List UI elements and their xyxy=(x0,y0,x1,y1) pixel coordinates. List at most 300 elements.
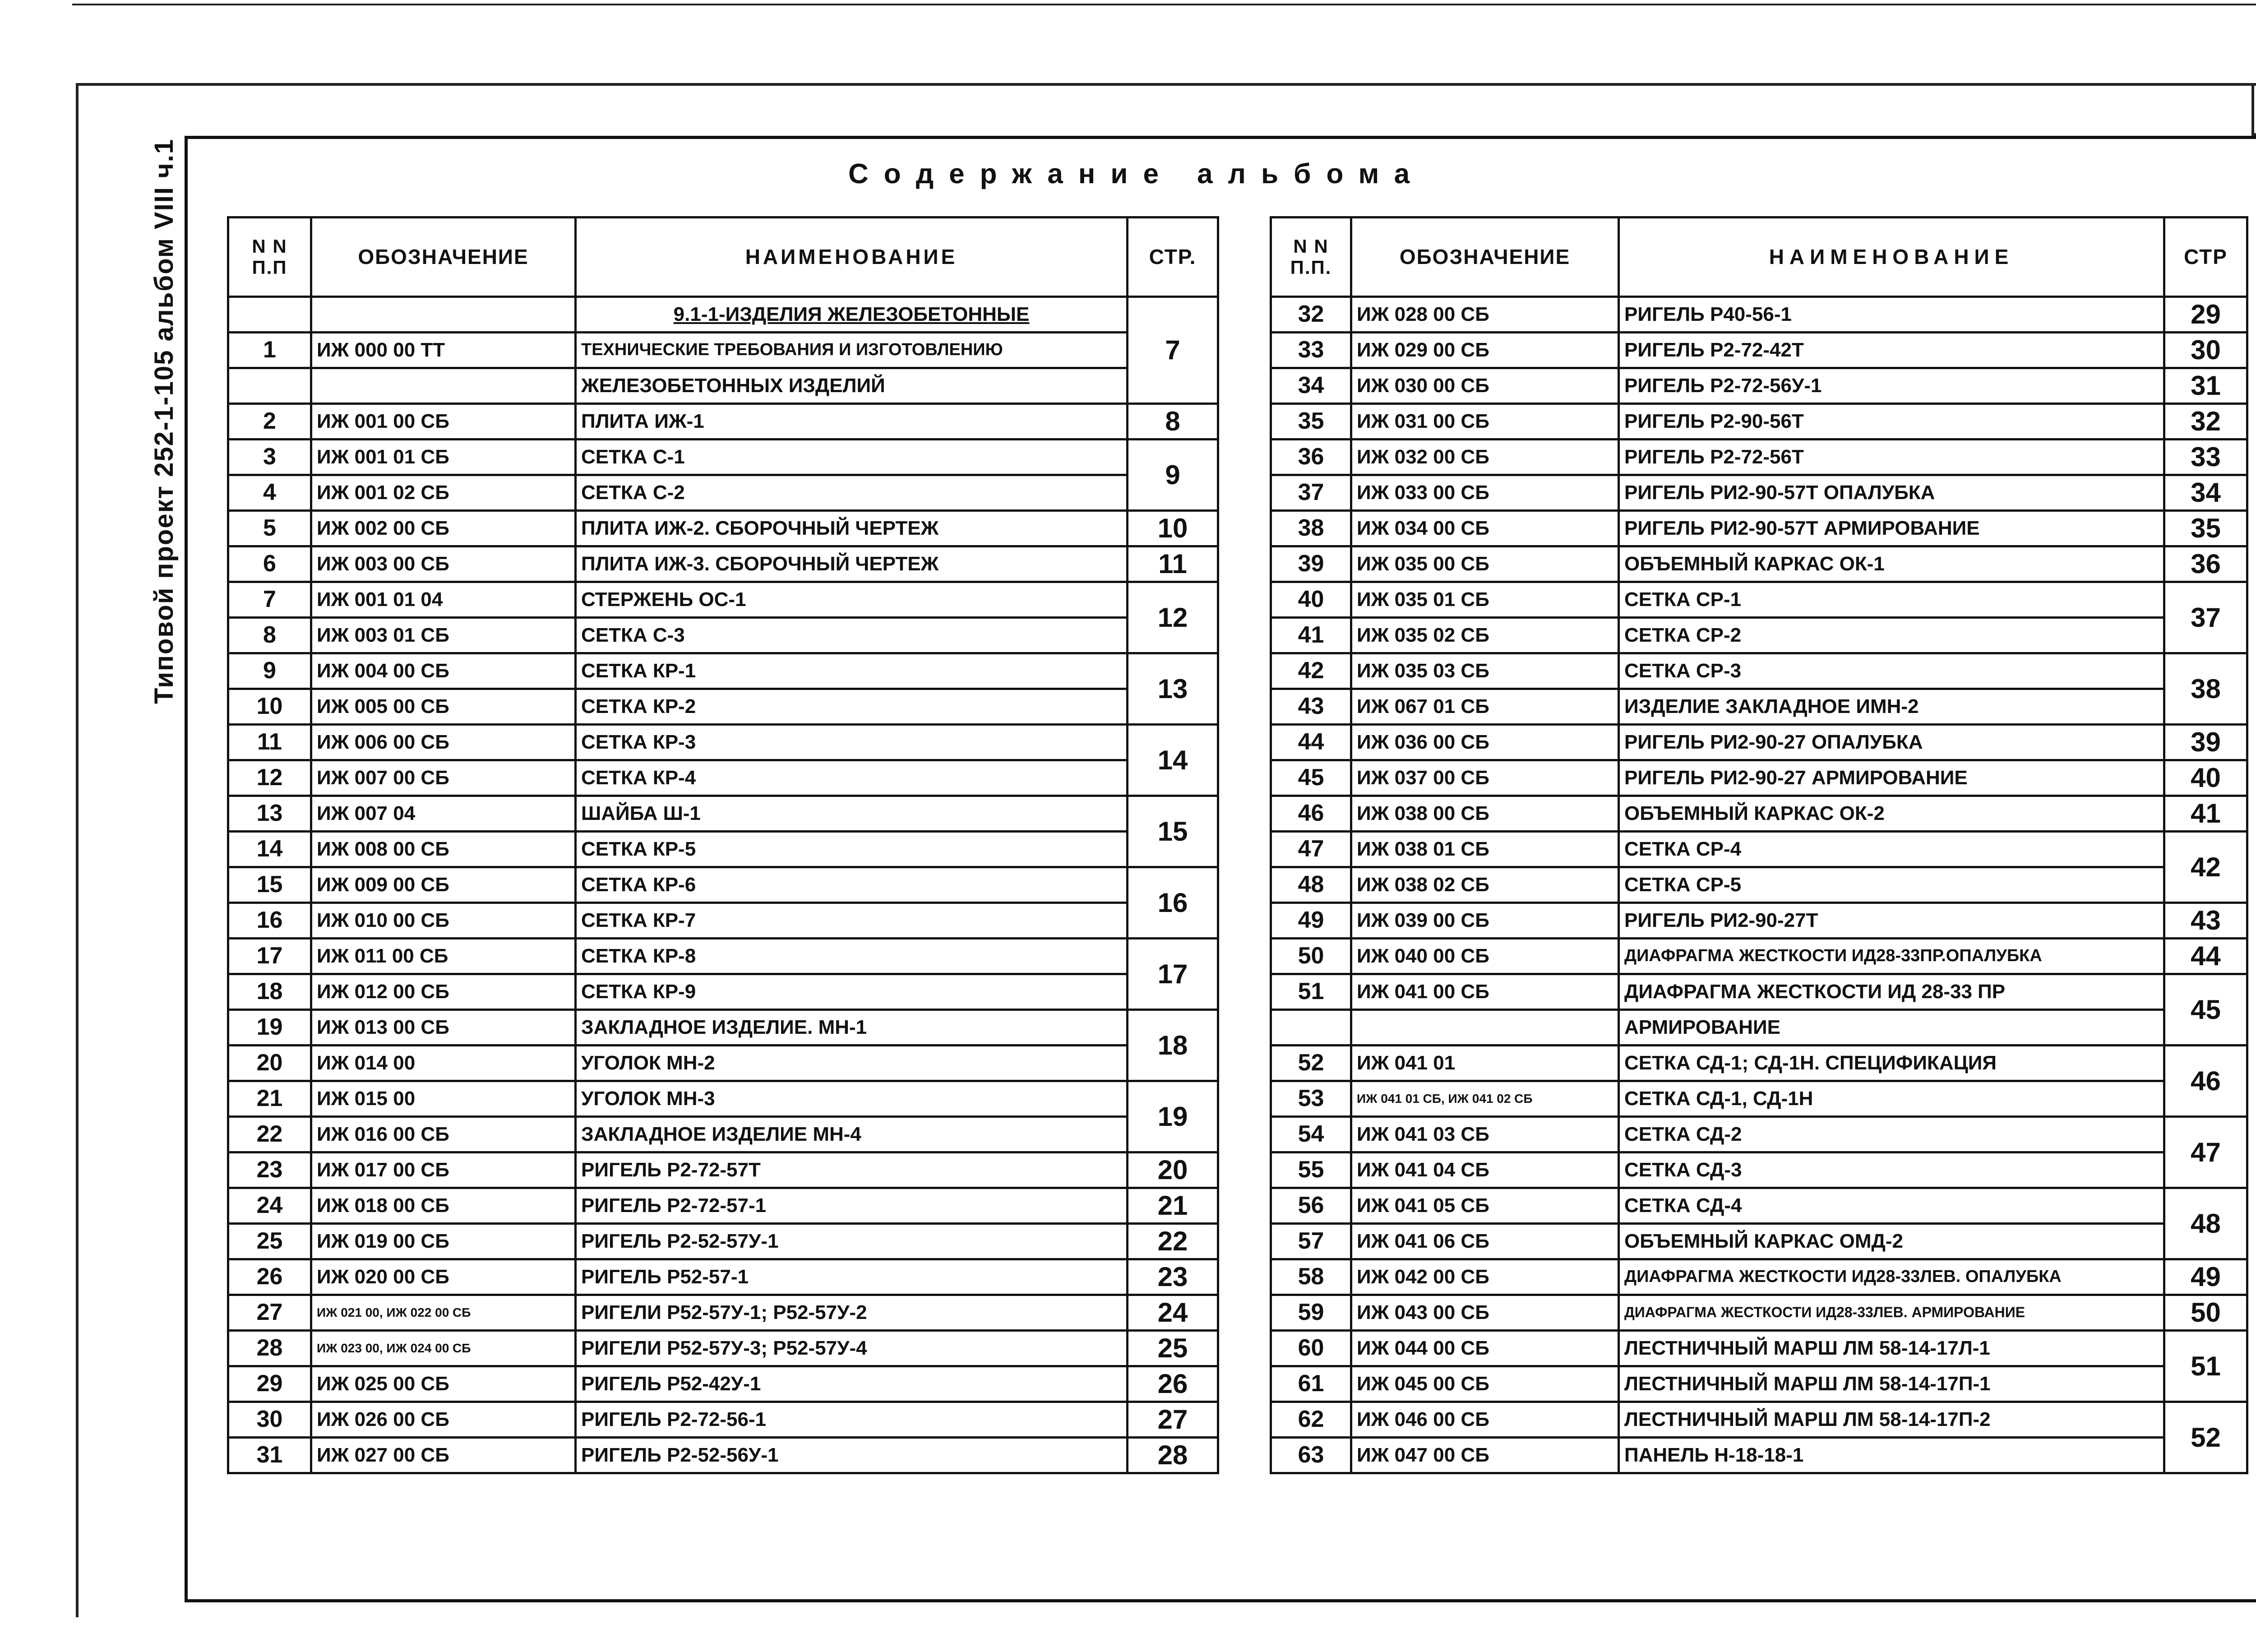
page-number-cell: 39 xyxy=(2164,725,2247,760)
row-number: 41 xyxy=(1271,618,1351,653)
page-number-cell: 15 xyxy=(1128,796,1218,867)
table-row xyxy=(1271,653,2247,689)
page-number-cell: 32 xyxy=(2164,404,2247,440)
row-number xyxy=(1271,1010,1351,1046)
item-name: РИГЕЛЬ Р2-72-56У-1 xyxy=(1619,368,2164,404)
row-number: 37 xyxy=(1271,475,1351,511)
item-name: СЕТКА КР-2 xyxy=(576,689,1128,725)
table-row xyxy=(1271,1259,2247,1295)
item-name: ОБЪЕМНЫЙ КАРКАС ОК-1 xyxy=(1619,546,2164,582)
designation: ИЖ 014 00 xyxy=(311,1046,576,1081)
table-row xyxy=(1271,582,2247,618)
page-number-cell: 40 xyxy=(2164,760,2247,796)
table-row xyxy=(228,974,1218,1010)
table-row xyxy=(228,1331,1218,1366)
table-row xyxy=(1271,867,2247,903)
page-number-cell: 8 xyxy=(1128,404,1218,440)
designation: ИЖ 044 00 СБ xyxy=(1351,1331,1619,1366)
item-name: ИЗДЕЛИЕ ЗАКЛАДНОЕ ИМН-2 xyxy=(1619,689,2164,725)
page-number-cell: 18 xyxy=(1128,1010,1218,1081)
designation: ИЖ 041 05 СБ xyxy=(1351,1188,1619,1224)
designation: ИЖ 003 01 СБ xyxy=(311,618,576,653)
row-number: 56 xyxy=(1271,1188,1351,1224)
item-name: ПАНЕЛЬ Н-18-18-1 xyxy=(1619,1438,2164,1473)
top-edge-line xyxy=(72,4,2256,5)
row-number: 28 xyxy=(228,1331,311,1366)
row-number: 8 xyxy=(228,618,311,653)
row-number: 34 xyxy=(1271,368,1351,404)
designation: ИЖ 038 00 СБ xyxy=(1351,796,1619,832)
page-number-cell: 10 xyxy=(1128,511,1218,546)
designation: ИЖ 015 00 xyxy=(311,1081,576,1117)
table-row xyxy=(1271,903,2247,939)
row-number: 9 xyxy=(228,653,311,689)
row-number: 14 xyxy=(228,832,311,867)
row-number: 40 xyxy=(1271,582,1351,618)
item-name: ЗАКЛАДНОЕ ИЗДЕЛИЕ МН-4 xyxy=(576,1117,1128,1152)
page-number-cell: 38 xyxy=(2164,653,2247,725)
table-row xyxy=(228,440,1218,475)
row-number: 3 xyxy=(228,440,311,475)
table-row xyxy=(228,689,1218,725)
row-number: 53 xyxy=(1271,1081,1351,1117)
designation: ИЖ 032 00 СБ xyxy=(1351,440,1619,475)
row-number: 22 xyxy=(228,1117,311,1152)
table-row xyxy=(228,1402,1218,1438)
table-row xyxy=(228,475,1218,511)
page-number-cell: 42 xyxy=(2164,832,2247,903)
item-name: ШАЙБА Ш-1 xyxy=(576,796,1128,832)
row-number: 50 xyxy=(1271,939,1351,974)
table-row xyxy=(228,1046,1218,1081)
table-row xyxy=(1271,1402,2247,1438)
page-number-cell: 48 xyxy=(2164,1188,2247,1259)
page-number-cell: 26 xyxy=(1128,1366,1218,1402)
designation: ИЖ 018 00 СБ xyxy=(311,1188,576,1224)
designation: ИЖ 030 00 СБ xyxy=(1351,368,1619,404)
row-number: 17 xyxy=(228,939,311,974)
page-number-cell: 16 xyxy=(1128,867,1218,939)
designation: ИЖ 035 03 СБ xyxy=(1351,653,1619,689)
table-row xyxy=(228,760,1218,796)
designation xyxy=(1351,1010,1619,1046)
designation: ИЖ 016 00 СБ xyxy=(311,1117,576,1152)
table-row xyxy=(1271,1152,2247,1188)
page-number-cell: 20 xyxy=(1128,1152,1218,1188)
item-name: РИГЕЛЬ РИ2-90-27Т xyxy=(1619,903,2164,939)
item-name: РИГЕЛЬ Р2-52-56У-1 xyxy=(576,1438,1128,1473)
designation: ИЖ 034 00 СБ xyxy=(1351,511,1619,546)
item-name: ОБЪЕМНЫЙ КАРКАС ОК-2 xyxy=(1619,796,2164,832)
table-row xyxy=(1271,1010,2247,1046)
row-number: 36 xyxy=(1271,440,1351,475)
header-page: СТР. xyxy=(1128,217,1218,297)
item-name: РИГЕЛЬ Р2-72-42Т xyxy=(1619,333,2164,368)
page-number xyxy=(2251,83,2256,136)
row-number: 39 xyxy=(1271,546,1351,582)
designation xyxy=(311,368,576,404)
item-name: ЛЕСТНИЧНЫЙ МАРШ ЛМ 58-14-17П-1 xyxy=(1619,1366,2164,1402)
table-row xyxy=(228,582,1218,618)
page-number-cell: 47 xyxy=(2164,1117,2247,1188)
row-number: 49 xyxy=(1271,903,1351,939)
table-row xyxy=(1271,1331,2247,1366)
row-number: 12 xyxy=(228,760,311,796)
row-number: 47 xyxy=(1271,832,1351,867)
designation: ИЖ 013 00 СБ xyxy=(311,1010,576,1046)
header-code: ОБОЗНАЧЕНИЕ xyxy=(1351,217,1619,297)
table-row xyxy=(1271,546,2247,582)
item-name: СЕТКА КР-1 xyxy=(576,653,1128,689)
item-name: РИГЕЛЬ РИ2-90-27 АРМИРОВАНИЕ xyxy=(1619,760,2164,796)
designation: ИЖ 023 00, ИЖ 024 00 СБ xyxy=(311,1331,576,1366)
page-number-cell: 44 xyxy=(2164,939,2247,974)
table-row xyxy=(1271,1046,2247,1081)
designation: ИЖ 045 00 СБ xyxy=(1351,1366,1619,1402)
item-name: СЕТКА СР-5 xyxy=(1619,867,2164,903)
designation: ИЖ 027 00 СБ xyxy=(311,1438,576,1473)
page-number-cell: 19 xyxy=(1128,1081,1218,1152)
row-number: 33 xyxy=(1271,333,1351,368)
page-number-cell: 50 xyxy=(2164,1295,2247,1331)
document-title: Содержание альбома xyxy=(848,158,1425,190)
item-name: РИГЕЛЬ Р40-56-1 xyxy=(1619,297,2164,333)
row-number: 20 xyxy=(228,1046,311,1081)
item-name: СЕТКА КР-4 xyxy=(576,760,1128,796)
item-name: РИГЕЛИ Р52-57У-3; Р52-57У-4 xyxy=(576,1331,1128,1366)
table-row xyxy=(228,832,1218,867)
designation: ИЖ 037 00 СБ xyxy=(1351,760,1619,796)
item-name: СЕТКА КР-9 xyxy=(576,974,1128,1010)
item-name: ЗАКЛАДНОЕ ИЗДЕЛИЕ. МН-1 xyxy=(576,1010,1128,1046)
item-name: РИГЕЛЬ Р52-42У-1 xyxy=(576,1366,1128,1402)
item-name: СЕТКА С-1 xyxy=(576,440,1128,475)
table-row xyxy=(228,1259,1218,1295)
item-name: УГОЛОК МН-2 xyxy=(576,1046,1128,1081)
item-name: РИГЕЛЬ Р52-57-1 xyxy=(576,1259,1128,1295)
table-row xyxy=(228,725,1218,760)
table-row xyxy=(1271,1438,2247,1473)
row-number: 19 xyxy=(228,1010,311,1046)
table-row xyxy=(1271,1295,2247,1331)
row-number: 1 xyxy=(228,333,311,368)
row-number: 27 xyxy=(228,1295,311,1331)
table-row xyxy=(1271,297,2247,333)
table-row xyxy=(1271,368,2247,404)
row-number: 5 xyxy=(228,511,311,546)
item-name: СЕТКА СР-2 xyxy=(1619,618,2164,653)
designation: ИЖ 031 00 СБ xyxy=(1351,404,1619,440)
item-name: ПЛИТА ИЖ-3. СБОРОЧНЫЙ ЧЕРТЕЖ xyxy=(576,546,1128,582)
row-number: 61 xyxy=(1271,1366,1351,1402)
item-name: РИГЕЛЬ РИ2-90-57Т АРМИРОВАНИЕ xyxy=(1619,511,2164,546)
empty-cell xyxy=(311,297,576,333)
page-number-cell: 22 xyxy=(1128,1224,1218,1259)
page-number-cell: 34 xyxy=(2164,475,2247,511)
designation: ИЖ 001 01 СБ xyxy=(311,440,576,475)
page-number-cell: 9 xyxy=(1128,440,1218,511)
table-row xyxy=(1271,689,2247,725)
item-name: СЕТКА СД-4 xyxy=(1619,1188,2164,1224)
table-row xyxy=(228,404,1218,440)
table-row xyxy=(228,333,1218,368)
page-number-cell: 29 xyxy=(2164,297,2247,333)
designation: ИЖ 010 00 СБ xyxy=(311,903,576,939)
item-name: СЕТКА С-2 xyxy=(576,475,1128,511)
item-name: ТЕХНИЧЕСКИЕ ТРЕБОВАНИЯ И ИЗГОТОВЛЕНИЮ xyxy=(576,333,1128,368)
row-number: 18 xyxy=(228,974,311,1010)
table-row xyxy=(1271,440,2247,475)
page-number-cell: 36 xyxy=(2164,546,2247,582)
table-row xyxy=(228,1366,1218,1402)
item-name: РИГЕЛЬ Р2-72-56-1 xyxy=(576,1402,1128,1438)
item-name: ПЛИТА ИЖ-1 xyxy=(576,404,1128,440)
item-name: СЕТКА СР-3 xyxy=(1619,653,2164,689)
page-number-cell: 21 xyxy=(1128,1188,1218,1224)
page-number-cell: 46 xyxy=(2164,1046,2247,1117)
item-name: ДИАФРАГМА ЖЕСТКОСТИ ИД28-33ЛЕВ. ОПАЛУБКА xyxy=(1619,1259,2164,1295)
table-row xyxy=(1271,333,2247,368)
table-row xyxy=(228,1438,1218,1473)
designation: ИЖ 035 01 СБ xyxy=(1351,582,1619,618)
row-number: 52 xyxy=(1271,1046,1351,1081)
page-number-cell: 35 xyxy=(2164,511,2247,546)
designation: ИЖ 041 03 СБ xyxy=(1351,1117,1619,1152)
item-name: СЕТКА СД-3 xyxy=(1619,1152,2164,1188)
designation: ИЖ 036 00 СБ xyxy=(1351,725,1619,760)
item-name: УГОЛОК МН-3 xyxy=(576,1081,1128,1117)
header-page: СТР xyxy=(2164,217,2247,297)
table-row xyxy=(1271,1366,2247,1402)
designation: ИЖ 047 00 СБ xyxy=(1351,1438,1619,1473)
item-name: АРМИРОВАНИЕ xyxy=(1619,1010,2164,1046)
designation: ИЖ 003 00 СБ xyxy=(311,546,576,582)
table-row xyxy=(1271,475,2247,511)
table-row xyxy=(228,1117,1218,1152)
table-row xyxy=(1271,1081,2247,1117)
designation: ИЖ 005 00 СБ xyxy=(311,689,576,725)
row-number: 2 xyxy=(228,404,311,440)
page-number-cell: 37 xyxy=(2164,582,2247,653)
designation: ИЖ 041 01 СБ, ИЖ 041 02 СБ xyxy=(1351,1081,1619,1117)
designation: ИЖ 008 00 СБ xyxy=(311,832,576,867)
designation: ИЖ 042 00 СБ xyxy=(1351,1259,1619,1295)
designation: ИЖ 011 00 СБ xyxy=(311,939,576,974)
table-row xyxy=(228,1010,1218,1046)
item-name: ДИАФРАГМА ЖЕСТКОСТИ ИД28-33ЛЕВ. АРМИРОВАНИЕ xyxy=(1619,1295,2164,1331)
item-name: ЖЕЛЕЗОБЕТОННЫХ ИЗДЕЛИЙ xyxy=(576,368,1128,404)
row-number: 13 xyxy=(228,796,311,832)
table-row xyxy=(228,511,1218,546)
header-num: N N П.П xyxy=(228,217,311,297)
designation: ИЖ 041 00 СБ xyxy=(1351,974,1619,1010)
item-name: СЕТКА КР-5 xyxy=(576,832,1128,867)
header-num: N N П.П. xyxy=(1271,217,1351,297)
page-number-cell: 51 xyxy=(2164,1331,2247,1402)
item-name: СЕТКА СР-1 xyxy=(1619,582,2164,618)
page-number-cell: 45 xyxy=(2164,974,2247,1046)
row-number: 26 xyxy=(228,1259,311,1295)
row-number: 54 xyxy=(1271,1117,1351,1152)
contents-table-left xyxy=(227,216,1219,1474)
table-row xyxy=(228,368,1218,404)
item-name: СЕТКА КР-7 xyxy=(576,903,1128,939)
designation: ИЖ 002 00 СБ xyxy=(311,511,576,546)
row-number: 55 xyxy=(1271,1152,1351,1188)
page-number-cell: 27 xyxy=(1128,1402,1218,1438)
row-number: 62 xyxy=(1271,1402,1351,1438)
header-name: НАИМЕНОВАНИЕ xyxy=(576,217,1128,297)
page-number-cell: 23 xyxy=(1128,1259,1218,1295)
item-name: СЕТКА С-3 xyxy=(576,618,1128,653)
page-number-cell: 49 xyxy=(2164,1259,2247,1295)
row-number: 15 xyxy=(228,867,311,903)
row-number: 38 xyxy=(1271,511,1351,546)
designation: ИЖ 009 00 СБ xyxy=(311,867,576,903)
header-code: ОБОЗНАЧЕНИЕ xyxy=(311,217,576,297)
item-name: СТЕРЖЕНЬ ОС-1 xyxy=(576,582,1128,618)
page-number-cell: 17 xyxy=(1128,939,1218,1010)
row-number: 11 xyxy=(228,725,311,760)
designation: ИЖ 001 01 04 xyxy=(311,582,576,618)
row-number: 25 xyxy=(228,1224,311,1259)
row-number: 63 xyxy=(1271,1438,1351,1473)
designation: ИЖ 007 04 xyxy=(311,796,576,832)
page-number-cell: 43 xyxy=(2164,903,2247,939)
table-row xyxy=(1271,760,2247,796)
item-name: РИГЕЛЬ Р2-52-57У-1 xyxy=(576,1224,1128,1259)
designation: ИЖ 007 00 СБ xyxy=(311,760,576,796)
table-row xyxy=(228,1188,1218,1224)
item-name: ДИАФРАГМА ЖЕСТКОСТИ ИД 28-33 ПР xyxy=(1619,974,2164,1010)
designation: ИЖ 021 00, ИЖ 022 00 СБ xyxy=(311,1295,576,1331)
designation: ИЖ 000 00 ТТ xyxy=(311,333,576,368)
item-name: ДИАФРАГМА ЖЕСТКОСТИ ИД28-33ПР.ОПАЛУБКА xyxy=(1619,939,2164,974)
row-number: 24 xyxy=(228,1188,311,1224)
page-number-cell: 30 xyxy=(2164,333,2247,368)
item-name: РИГЕЛЬ Р2-72-57-1 xyxy=(576,1188,1128,1224)
page-number-cell: 52 xyxy=(2164,1402,2247,1473)
designation: ИЖ 001 00 СБ xyxy=(311,404,576,440)
table-row xyxy=(228,867,1218,903)
page-number-cell: 12 xyxy=(1128,582,1218,653)
item-name: ЛЕСТНИЧНЫЙ МАРШ ЛМ 58-14-17Л-1 xyxy=(1619,1331,2164,1366)
row-number: 59 xyxy=(1271,1295,1351,1331)
contents-table-right xyxy=(1270,216,2248,1474)
row-number: 42 xyxy=(1271,653,1351,689)
designation: ИЖ 028 00 СБ xyxy=(1351,297,1619,333)
designation: ИЖ 033 00 СБ xyxy=(1351,475,1619,511)
table-row xyxy=(228,297,1218,333)
table-row xyxy=(228,1224,1218,1259)
item-name: РИГЕЛЬ Р2-72-56Т xyxy=(1619,440,2164,475)
table-row xyxy=(1271,725,2247,760)
item-name: РИГЕЛЬ РИ2-90-57Т ОПАЛУБКА xyxy=(1619,475,2164,511)
row-number xyxy=(228,368,311,404)
section-heading: 9.1-1-ИЗДЕЛИЯ ЖЕЛЕЗОБЕТОННЫЕ xyxy=(576,297,1128,333)
item-name: ОБЪЕМНЫЙ КАРКАС ОМД-2 xyxy=(1619,1224,2164,1259)
row-number: 29 xyxy=(228,1366,311,1402)
row-number: 60 xyxy=(1271,1331,1351,1366)
page-number-cell: 24 xyxy=(1128,1295,1218,1331)
designation: ИЖ 039 00 СБ xyxy=(1351,903,1619,939)
table-row xyxy=(1271,1224,2247,1259)
row-number: 51 xyxy=(1271,974,1351,1010)
page-number-cell: 14 xyxy=(1128,725,1218,796)
item-name: СЕТКА КР-3 xyxy=(576,725,1128,760)
designation: ИЖ 017 00 СБ xyxy=(311,1152,576,1188)
designation: ИЖ 043 00 СБ xyxy=(1351,1295,1619,1331)
designation: ИЖ 040 00 СБ xyxy=(1351,939,1619,974)
table-row xyxy=(228,546,1218,582)
page-number-cell: 28 xyxy=(1128,1438,1218,1473)
item-name: СЕТКА СД-1, СД-1Н xyxy=(1619,1081,2164,1117)
header-name: НАИМЕНОВАНИЕ xyxy=(1619,217,2164,297)
table-row xyxy=(228,653,1218,689)
designation: ИЖ 004 00 СБ xyxy=(311,653,576,689)
designation: ИЖ 038 01 СБ xyxy=(1351,832,1619,867)
designation: ИЖ 006 00 СБ xyxy=(311,725,576,760)
table-row xyxy=(1271,1188,2247,1224)
designation: ИЖ 001 02 СБ xyxy=(311,475,576,511)
row-number: 6 xyxy=(228,546,311,582)
designation: ИЖ 038 02 СБ xyxy=(1351,867,1619,903)
row-number: 21 xyxy=(228,1081,311,1117)
row-number: 10 xyxy=(228,689,311,725)
designation: ИЖ 046 00 СБ xyxy=(1351,1402,1619,1438)
item-name: ПЛИТА ИЖ-2. СБОРОЧНЫЙ ЧЕРТЕЖ xyxy=(576,511,1128,546)
row-number: 57 xyxy=(1271,1224,1351,1259)
row-number: 4 xyxy=(228,475,311,511)
designation: ИЖ 029 00 СБ xyxy=(1351,333,1619,368)
table-row xyxy=(228,618,1218,653)
row-number: 45 xyxy=(1271,760,1351,796)
row-number: 23 xyxy=(228,1152,311,1188)
designation: ИЖ 012 00 СБ xyxy=(311,974,576,1010)
row-number: 7 xyxy=(228,582,311,618)
designation: ИЖ 026 00 СБ xyxy=(311,1402,576,1438)
designation: ИЖ 019 00 СБ xyxy=(311,1224,576,1259)
table-row xyxy=(1271,939,2247,974)
item-name: СЕТКА СД-1; СД-1Н. СПЕЦИФИКАЦИЯ xyxy=(1619,1046,2164,1081)
table-row xyxy=(228,1295,1218,1331)
page-number-cell: 33 xyxy=(2164,440,2247,475)
row-number: 35 xyxy=(1271,404,1351,440)
page-number-cell: 11 xyxy=(1128,546,1218,582)
item-name: РИГЕЛЬ РИ2-90-27 ОПАЛУБКА xyxy=(1619,725,2164,760)
row-number: 58 xyxy=(1271,1259,1351,1295)
row-number: 16 xyxy=(228,903,311,939)
page-number-cell: 13 xyxy=(1128,653,1218,725)
table-row xyxy=(1271,1117,2247,1152)
row-number: 46 xyxy=(1271,796,1351,832)
page-number-cell: 41 xyxy=(2164,796,2247,832)
empty-cell xyxy=(228,297,311,333)
table-row xyxy=(1271,974,2247,1010)
item-name: СЕТКА СД-2 xyxy=(1619,1117,2164,1152)
table-row xyxy=(1271,832,2247,867)
table-row xyxy=(228,796,1218,832)
designation: ИЖ 035 00 СБ xyxy=(1351,546,1619,582)
designation: ИЖ 041 04 СБ xyxy=(1351,1152,1619,1188)
row-number: 31 xyxy=(228,1438,311,1473)
item-name: СЕТКА КР-6 xyxy=(576,867,1128,903)
table-row xyxy=(1271,796,2247,832)
table-row xyxy=(1271,511,2247,546)
table-row xyxy=(228,939,1218,974)
table-row xyxy=(1271,618,2247,653)
table-row xyxy=(228,1152,1218,1188)
